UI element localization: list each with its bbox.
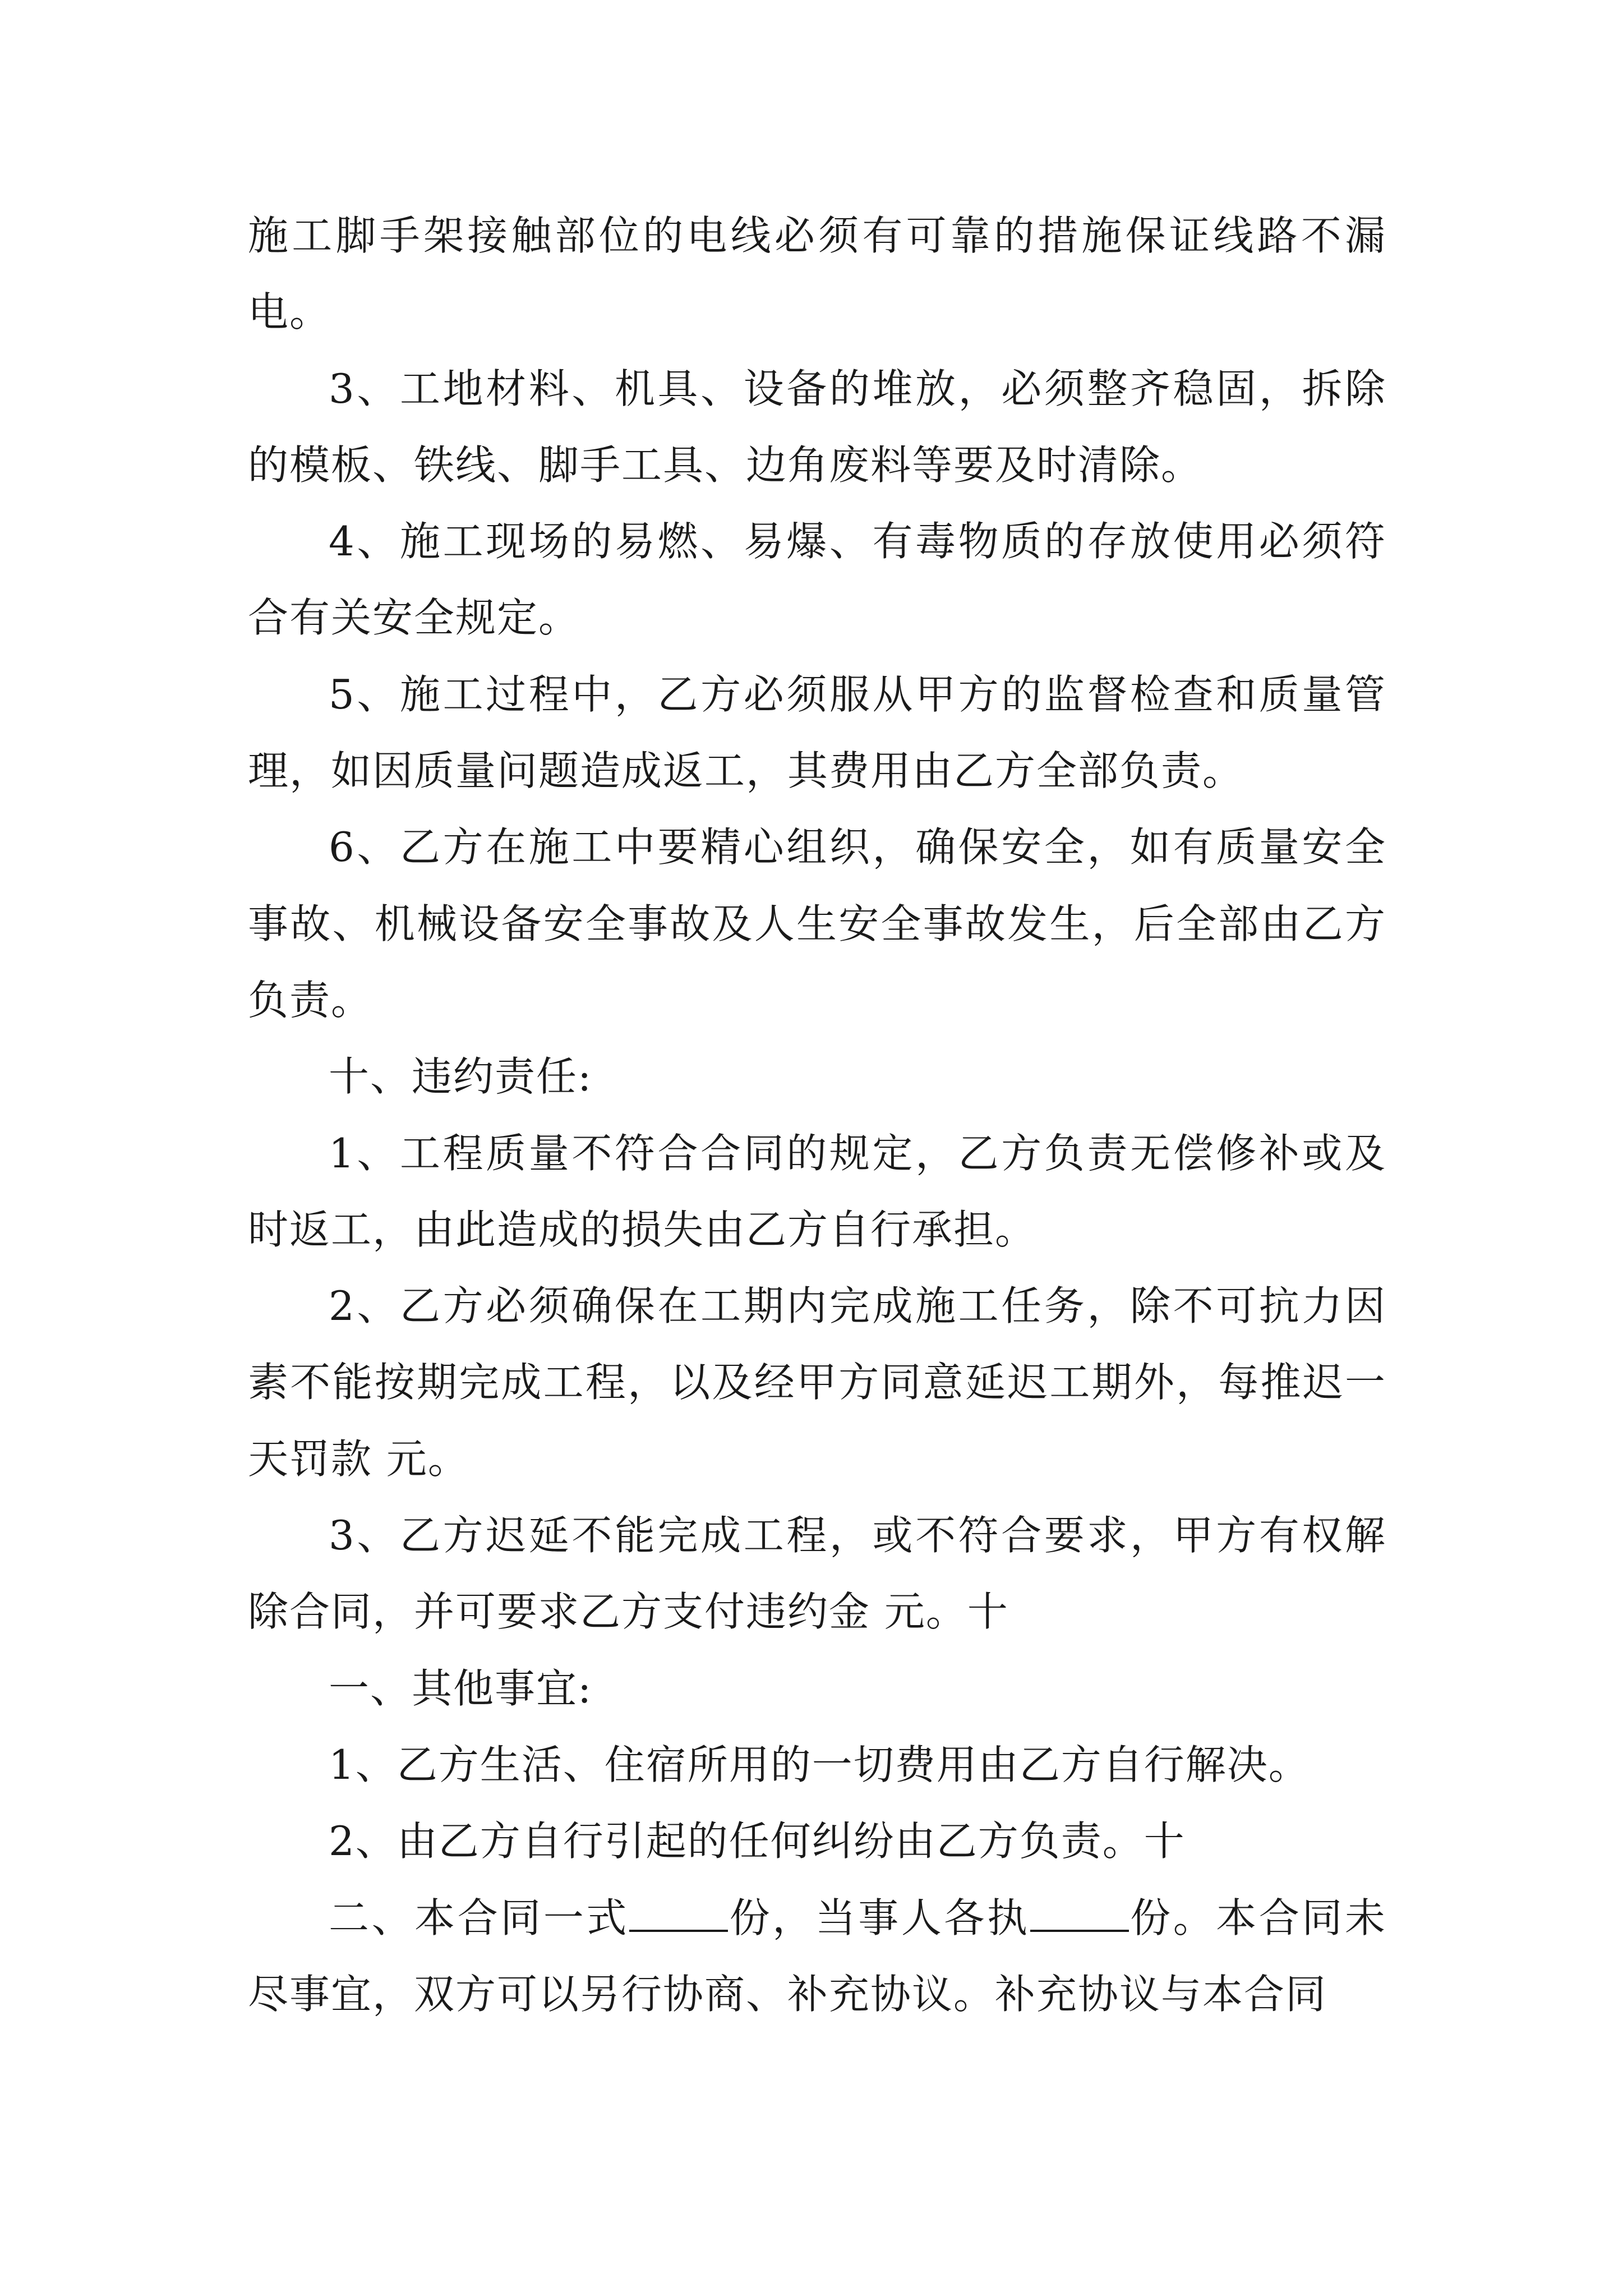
paragraph-copies <box>248 1880 1386 2033</box>
paragraph-clause-3: 3、工地材料、机具、设备的堆放，必须整齐稳固，拆除的模板、铁线、脚手工具、边角废料等要及时清除。 <box>248 365 1386 489</box>
paragraph-breach-1: 1、工程质量不符合合同的规定，乙方负责无偿修补或及时返工，由此造成的损失由乙方自行承担。 <box>248 1129 1386 1253</box>
paragraph-clause-6: 6、乙方在施工中要精心组织，确保安全，如有质量安全事故、机械设备安全事故及人生安全事故发生，后全部由乙方负责。 <box>248 823 1386 1024</box>
section-heading-other-matters: 一、其他事宜: <box>329 1664 593 1712</box>
paragraph-other-1: 1、乙方生活、住宿所用的一切费用由乙方自行解决。 <box>329 1741 1310 1788</box>
document-body <box>248 197 1386 2032</box>
paragraph-electric-wire: 施工脚手架接触部位的电线必须有可靠的措施保证线路不漏电。 <box>248 212 1386 336</box>
copies-text-2: 份，当事人各执 <box>728 1894 1030 1941</box>
paragraph-clause-4: 4、施工现场的易燃、易爆、有毒物质的存放使用必须符合有关安全规定。 <box>248 518 1386 642</box>
copies-blank-2 <box>1030 1896 1129 1932</box>
copies-text-1: 二、本合同一式 <box>329 1894 629 1941</box>
copies-blank-1 <box>629 1896 728 1932</box>
paragraph-breach-3: 3、乙方迟延不能完成工程，或不符合要求，甲方有权解除合同，并可要求乙方支付违约金 元。十 <box>248 1512 1386 1636</box>
paragraph-other-2: 2、由乙方自行引起的任何纠纷由乙方负责。十 <box>329 1818 1186 1865</box>
paragraph-breach-2: 2、乙方必须确保在工期内完成施工任务，除不可抗力因素不能按期完成工程，以及经甲方同意延迟工期外，每推迟一天罚款 元。 <box>248 1282 1386 1483</box>
copies-text-3: 份。本合同未尽事宜，双方可以另行协商、补充协议。补充协议与本合同 <box>248 1894 1386 2018</box>
section-heading-breach-liability: 十、违约责任: <box>329 1053 593 1101</box>
paragraph-clause-5: 5、施工过程中，乙方必须服从甲方的监督检查和质量管理，如因质量问题造成返工，其费用由乙方全部负责。 <box>248 670 1386 795</box>
